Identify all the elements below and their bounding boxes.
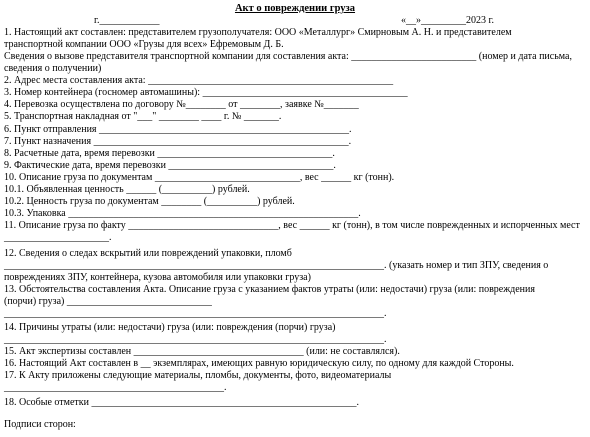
line-call-info: Сведения о вызове представителя транспортной компании для составления акта: _________________________ (номер и дата письма, — [4, 51, 572, 62]
line-12-blank: ____________________________________________________________________________. (указать номер и тип ЗПУ, сведения о — [4, 260, 549, 271]
line-17: 17. К Акту приложены следующие материалы, пломбы, документы, фото, видеоматериалы — [4, 370, 392, 381]
line-12-cont: повреждениях ЗПУ, контейнера, кузова автомобиля или упаковки груза) — [4, 272, 311, 283]
place-field: г.____________ — [94, 15, 160, 26]
line-10: 10. Описание груза по документам _____________________________, вес ______ кг (тонн). — [4, 172, 395, 183]
line-3: 3. Номер контейнера (госномер автомашины): _________________________________________ — [4, 87, 408, 98]
line-4: 4. Перевозка осуществлена по договору №________ от ________, заявке №_______ — [4, 99, 359, 110]
line-1: 1. Настоящий акт составлен: представителем грузополучателя: ООО «Металлург» Смирновым А. Н. и представителем — [4, 27, 512, 38]
line-10-3: 10.3. Упаковка __________________________________________________________. — [4, 208, 361, 219]
line-8: 8. Расчетные дата, время перевозки ___________________________________. — [4, 148, 335, 159]
line-12: 12. Сведения о следах вскрытий или повреждений упаковки, пломб — [4, 248, 292, 259]
line-13-cont: (порчи) груза) _____________________________ — [4, 296, 212, 307]
line-15: 15. Акт экспертизы составлен __________________________________ (или: не составлялся). — [4, 346, 400, 357]
line-18: 18. Особые отметки _____________________________________________________. — [4, 397, 359, 408]
line-10-2: 10.2. Ценность груза по документам ________ (__________) рублей. — [4, 196, 295, 207]
line-2: 2. Адрес места составления акта: _________________________________________________ — [4, 75, 394, 86]
line-call-info-cont: сведения о получении) — [4, 63, 102, 74]
line-16: 16. Настоящий Акт составлен в __ экземплярах, имеющих равную юридическую силу, по одному для каждой Стороны. — [4, 358, 514, 369]
line-6: 6. Пункт отправления __________________________________________________. — [4, 124, 352, 135]
date-field: «__»_________2023 г. — [401, 15, 494, 26]
line-14: 14. Причины утраты (или: недостачи) груза (или: повреждения (порчи) груза) — [4, 322, 336, 333]
line-10-1: 10.1. Объявленная ценность ______ (__________) рублей. — [4, 184, 250, 195]
line-1-cont: транспортной компании ООО «Грузы для всех» Ефремовым Д. Б. — [4, 39, 284, 50]
line-13: 13. Обстоятельства составления Акта. Описание груза с указанием фактов утраты (или: недостачи) груза (или: повреждения — [4, 284, 535, 295]
line-13-blank: ____________________________________________________________________________. — [4, 308, 387, 319]
line-11-cont: _____________________. — [4, 232, 112, 243]
line-5: 5. Транспортная накладная от "___" ________ ____ г. № _______. — [4, 111, 282, 122]
line-7: 7. Пункт назначения ___________________________________________________. — [4, 136, 352, 147]
document-title: Акт о повреждении груза — [234, 3, 356, 14]
line-11: 11. Описание груза по факту ______________________________, вес ______ кг (тонн), в том числе поврежденных и испорченных мест — [4, 220, 580, 231]
line-14-blank: ____________________________________________________________________________. — [4, 334, 387, 345]
line-17-blank: ____________________________________________. — [4, 382, 227, 393]
signatures-heading: Подписи сторон: — [4, 419, 76, 430]
line-9: 9. Фактические дата, время перевозки _________________________________. — [4, 160, 336, 171]
